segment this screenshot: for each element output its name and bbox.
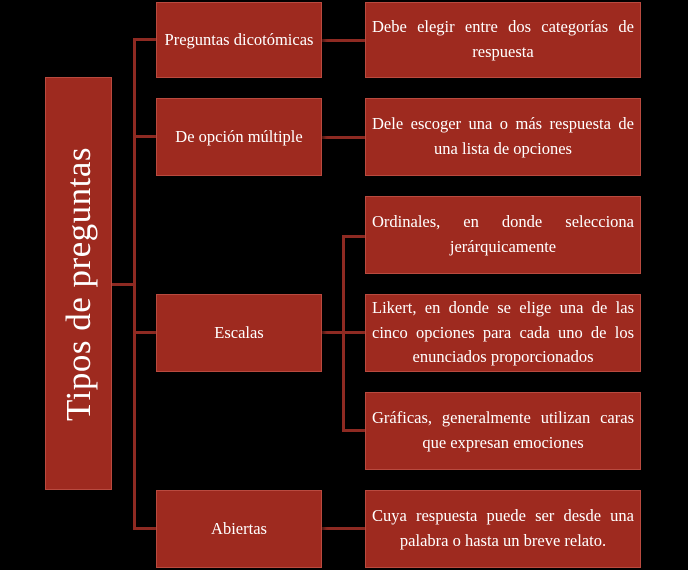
connector-category-spine	[133, 38, 136, 529]
description-text: Gráficas, generalmente utilizan caras que expresan emociones	[372, 408, 634, 452]
category-label: Preguntas dicotómicas	[164, 29, 314, 49]
description-graficas	[365, 392, 641, 470]
category-label: Escalas	[214, 322, 264, 342]
connector-scale-stem	[322, 331, 344, 334]
connector-cat-2	[133, 135, 156, 138]
category-preguntas-dicotomicas	[156, 2, 322, 78]
category-label: Abiertas	[211, 518, 267, 538]
category-label: De opción múltiple	[175, 126, 303, 146]
category-abiertas	[156, 490, 322, 568]
description-likert	[365, 294, 641, 372]
connector-desc-5	[342, 429, 365, 432]
connector-desc-2	[322, 136, 365, 139]
connector-cat-1	[133, 38, 156, 41]
description-opcion-multiple	[365, 98, 641, 176]
description-text: Debe elegir entre dos categorías de respuesta	[372, 17, 634, 61]
category-opcion-multiple	[156, 98, 322, 176]
description-text: Likert, en donde se elige una de las cinco opciones para cada uno de los enunciados proporcionados	[372, 297, 634, 367]
connector-desc-4	[342, 331, 365, 334]
connector-root	[112, 283, 135, 286]
connector-cat-4	[133, 527, 156, 530]
description-text: Ordinales, en donde selecciona jerárquicamente	[372, 212, 634, 256]
description-text: Dele escoger una o más respuesta de una lista de opciones	[372, 114, 634, 158]
connector-desc-6	[322, 527, 365, 530]
description-ordinales	[365, 196, 641, 274]
root-node-tipos-de-preguntas	[45, 77, 112, 490]
description-dicotomicas	[365, 2, 641, 78]
connector-cat-3	[133, 331, 156, 334]
description-text: Cuya respuesta puede ser desde una palabra o hasta un breve relato.	[372, 506, 634, 550]
category-escalas	[156, 294, 322, 372]
root-node-label: Tipos de preguntas	[58, 146, 98, 421]
description-abiertas	[365, 490, 641, 568]
connector-desc-3	[342, 235, 365, 238]
connector-desc-1	[322, 39, 365, 42]
